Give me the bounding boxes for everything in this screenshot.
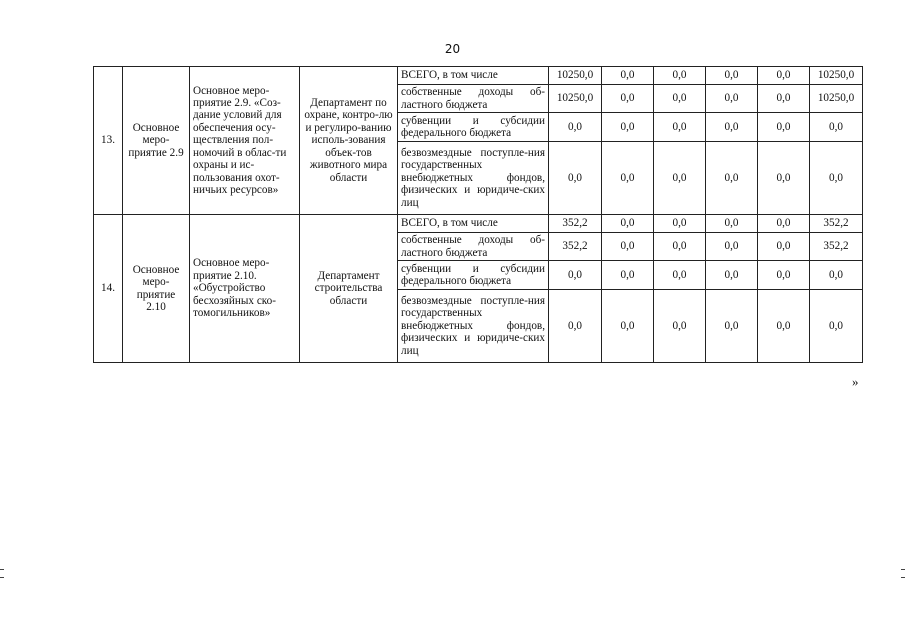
amount-cell: 0,0 bbox=[810, 142, 863, 215]
funding-source-label: безвозмездные поступле-ния государственных внебюджетных фондов, физических и юридиче-ских лиц bbox=[398, 290, 549, 363]
amount-cell: 0,0 bbox=[758, 215, 810, 233]
funding-source-label: субвенции и субсидии федерального бюджета bbox=[398, 261, 549, 290]
amount-cell: 0,0 bbox=[758, 233, 810, 261]
amount-cell: 0,0 bbox=[810, 113, 863, 142]
funding-source-label: безвозмездные поступле-ния государственных внебюджетных фондов, физических и юридиче-ских лиц bbox=[398, 142, 549, 215]
amount-cell: 0,0 bbox=[654, 113, 706, 142]
amount-cell: 0,0 bbox=[654, 142, 706, 215]
row-number: 14. bbox=[94, 215, 123, 363]
amount-cell: 0,0 bbox=[758, 290, 810, 363]
amount-cell: 352,2 bbox=[549, 233, 602, 261]
amount-cell: 0,0 bbox=[602, 261, 654, 290]
budget-table bbox=[93, 66, 863, 363]
left-edge-mark bbox=[0, 569, 4, 570]
funding-source-label: субвенции и субсидии федерального бюджета bbox=[398, 113, 549, 142]
left-edge-mark bbox=[0, 577, 4, 578]
funding-source-label: ВСЕГО, в том числе bbox=[398, 67, 549, 85]
funding-source-label: собственные доходы об-ластного бюджета bbox=[398, 233, 549, 261]
amount-cell: 0,0 bbox=[549, 290, 602, 363]
amount-cell: 0,0 bbox=[602, 215, 654, 233]
amount-cell: 352,2 bbox=[810, 233, 863, 261]
amount-cell: 0,0 bbox=[810, 290, 863, 363]
right-edge-mark bbox=[901, 577, 905, 578]
amount-cell: 0,0 bbox=[602, 67, 654, 85]
amount-cell: 0,0 bbox=[654, 67, 706, 85]
amount-cell: 0,0 bbox=[758, 67, 810, 85]
amount-cell: 0,0 bbox=[758, 113, 810, 142]
amount-cell: 352,2 bbox=[549, 215, 602, 233]
amount-cell: 10250,0 bbox=[549, 67, 602, 85]
amount-cell: 0,0 bbox=[602, 290, 654, 363]
amount-cell: 0,0 bbox=[654, 215, 706, 233]
event-type: Основное меро-приятие 2.9 bbox=[123, 67, 190, 215]
amount-cell: 0,0 bbox=[602, 233, 654, 261]
amount-cell: 0,0 bbox=[654, 85, 706, 113]
responsible-department: Департамент строительства области bbox=[300, 215, 398, 363]
event-type: Основное меро-приятие 2.10 bbox=[123, 215, 190, 363]
right-edge-mark bbox=[901, 569, 905, 570]
amount-cell: 352,2 bbox=[810, 215, 863, 233]
amount-cell: 0,0 bbox=[654, 290, 706, 363]
amount-cell: 0,0 bbox=[654, 233, 706, 261]
table-row bbox=[94, 67, 863, 85]
amount-cell: 10250,0 bbox=[810, 85, 863, 113]
amount-cell: 0,0 bbox=[602, 142, 654, 215]
amount-cell: 0,0 bbox=[810, 261, 863, 290]
amount-cell: 0,0 bbox=[706, 67, 758, 85]
amount-cell: 0,0 bbox=[654, 261, 706, 290]
amount-cell: 0,0 bbox=[549, 261, 602, 290]
amount-cell: 0,0 bbox=[758, 85, 810, 113]
event-name: Основное меро-приятие 2.10. «Обустройство бесхозяйных ско-томогильников» bbox=[190, 215, 300, 363]
amount-cell: 0,0 bbox=[706, 290, 758, 363]
amount-cell: 0,0 bbox=[706, 113, 758, 142]
closing-quote-mark: » bbox=[852, 374, 859, 389]
row-number: 13. bbox=[94, 67, 123, 215]
amount-cell: 0,0 bbox=[549, 142, 602, 215]
funding-source-label: собственные доходы об-ластного бюджета bbox=[398, 85, 549, 113]
responsible-department: Департамент по охране, контро-лю и регулиро-ванию исполь-зования объек-тов животного мира области bbox=[300, 67, 398, 215]
table-row bbox=[94, 215, 863, 233]
amount-cell: 10250,0 bbox=[549, 85, 602, 113]
page-number: 20 bbox=[444, 42, 461, 56]
amount-cell: 0,0 bbox=[706, 261, 758, 290]
amount-cell: 0,0 bbox=[706, 142, 758, 215]
event-name: Основное меро-приятие 2.9. «Соз-дание условий для обеспечения осу-ществления пол-номочий в облас-ти охраны и ис-пользования охот-ничьих ресурсов» bbox=[190, 67, 300, 215]
amount-cell: 0,0 bbox=[549, 113, 602, 142]
amount-cell: 0,0 bbox=[602, 113, 654, 142]
amount-cell: 0,0 bbox=[706, 85, 758, 113]
amount-cell: 0,0 bbox=[602, 85, 654, 113]
amount-cell: 10250,0 bbox=[810, 67, 863, 85]
amount-cell: 0,0 bbox=[758, 142, 810, 215]
amount-cell: 0,0 bbox=[706, 233, 758, 261]
amount-cell: 0,0 bbox=[706, 215, 758, 233]
funding-source-label: ВСЕГО, в том числе bbox=[398, 215, 549, 233]
amount-cell: 0,0 bbox=[758, 261, 810, 290]
